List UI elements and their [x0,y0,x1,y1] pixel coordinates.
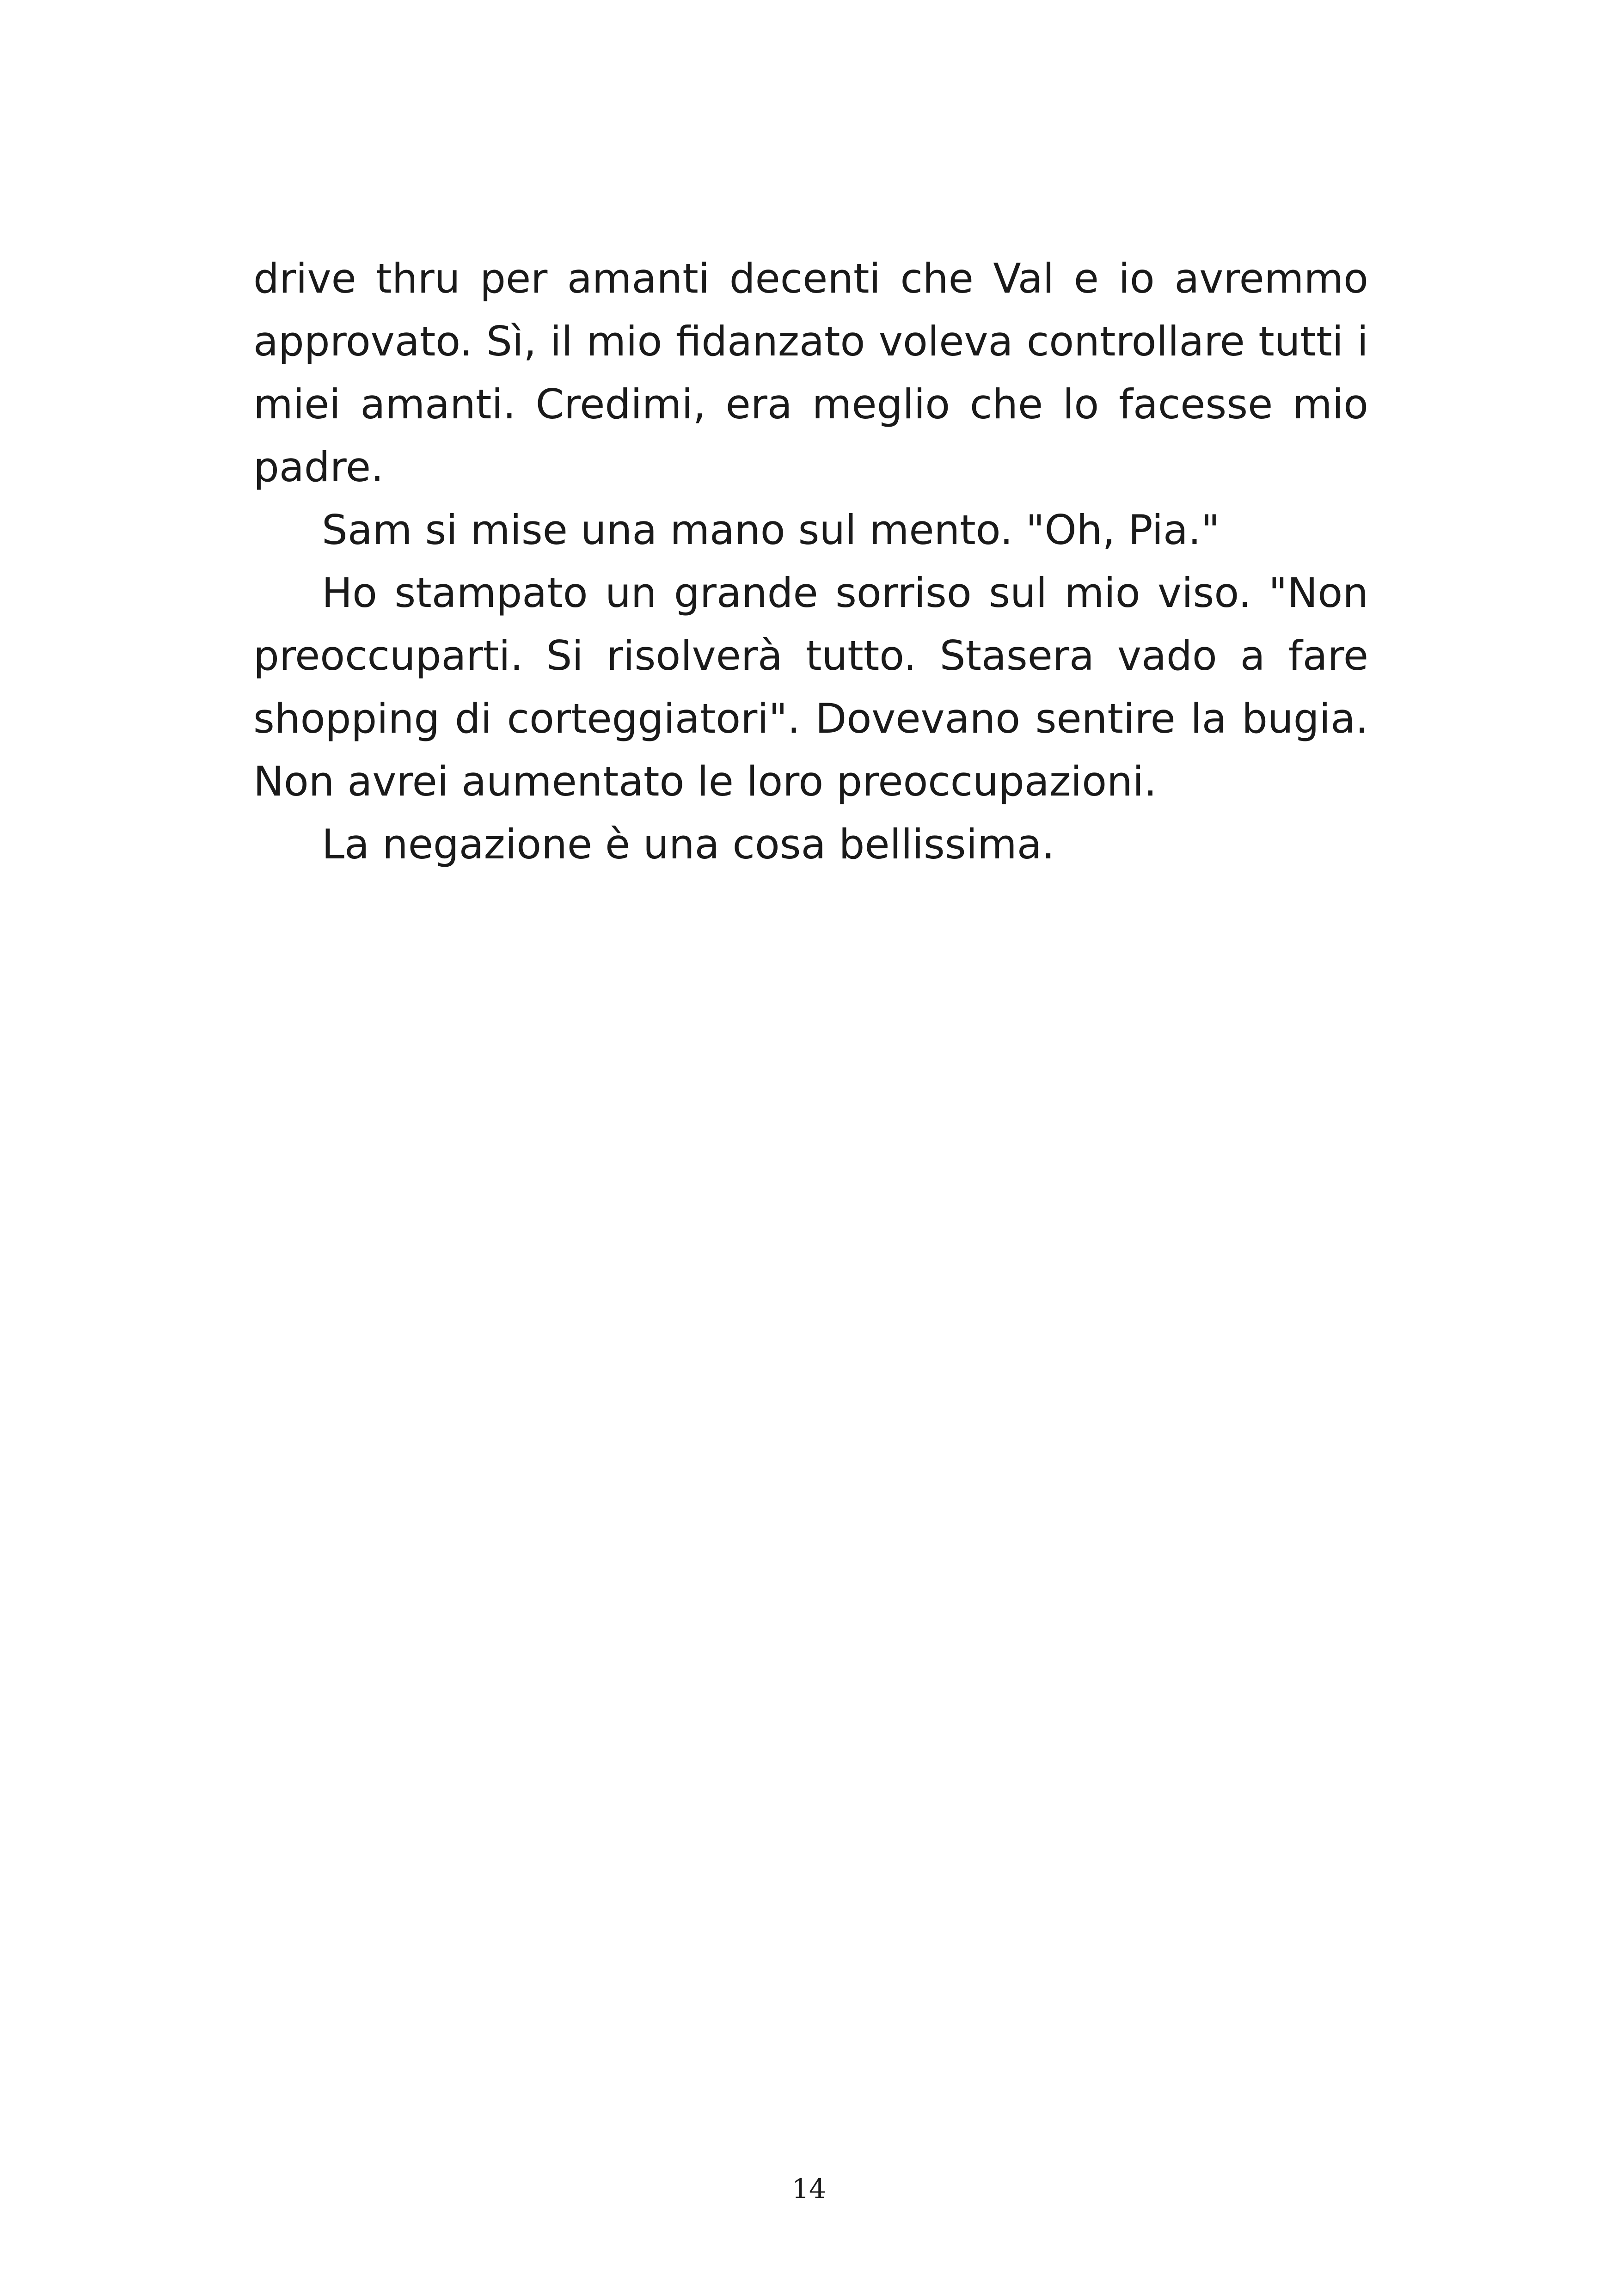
page-number: 14 [792,2173,826,2204]
paragraph-smile: Ho stampato un grande sorriso sul mio viso. "Non preoccuparti. Si risolverà tutto. Stasera vado a fare shopping di corteggiatori". Dovevano sentire la bugia. Non avrei aumentato le loro preoccupazioni. [253,569,1368,805]
paragraph-continuation: drive thru per amanti decenti che Val e io avremmo approvato. Sì, il mio fidanzato voleva controllare tutti i miei amanti. Credimi, era meglio che lo facesse mio padre. [253,255,1368,491]
paragraph-sam-reply: Sam si mise una mano sul mento. "Oh, Pia." [322,506,1220,554]
body-text [253,247,1368,876]
paragraph-denial: La negazione è una cosa bellissima. [322,820,1055,868]
